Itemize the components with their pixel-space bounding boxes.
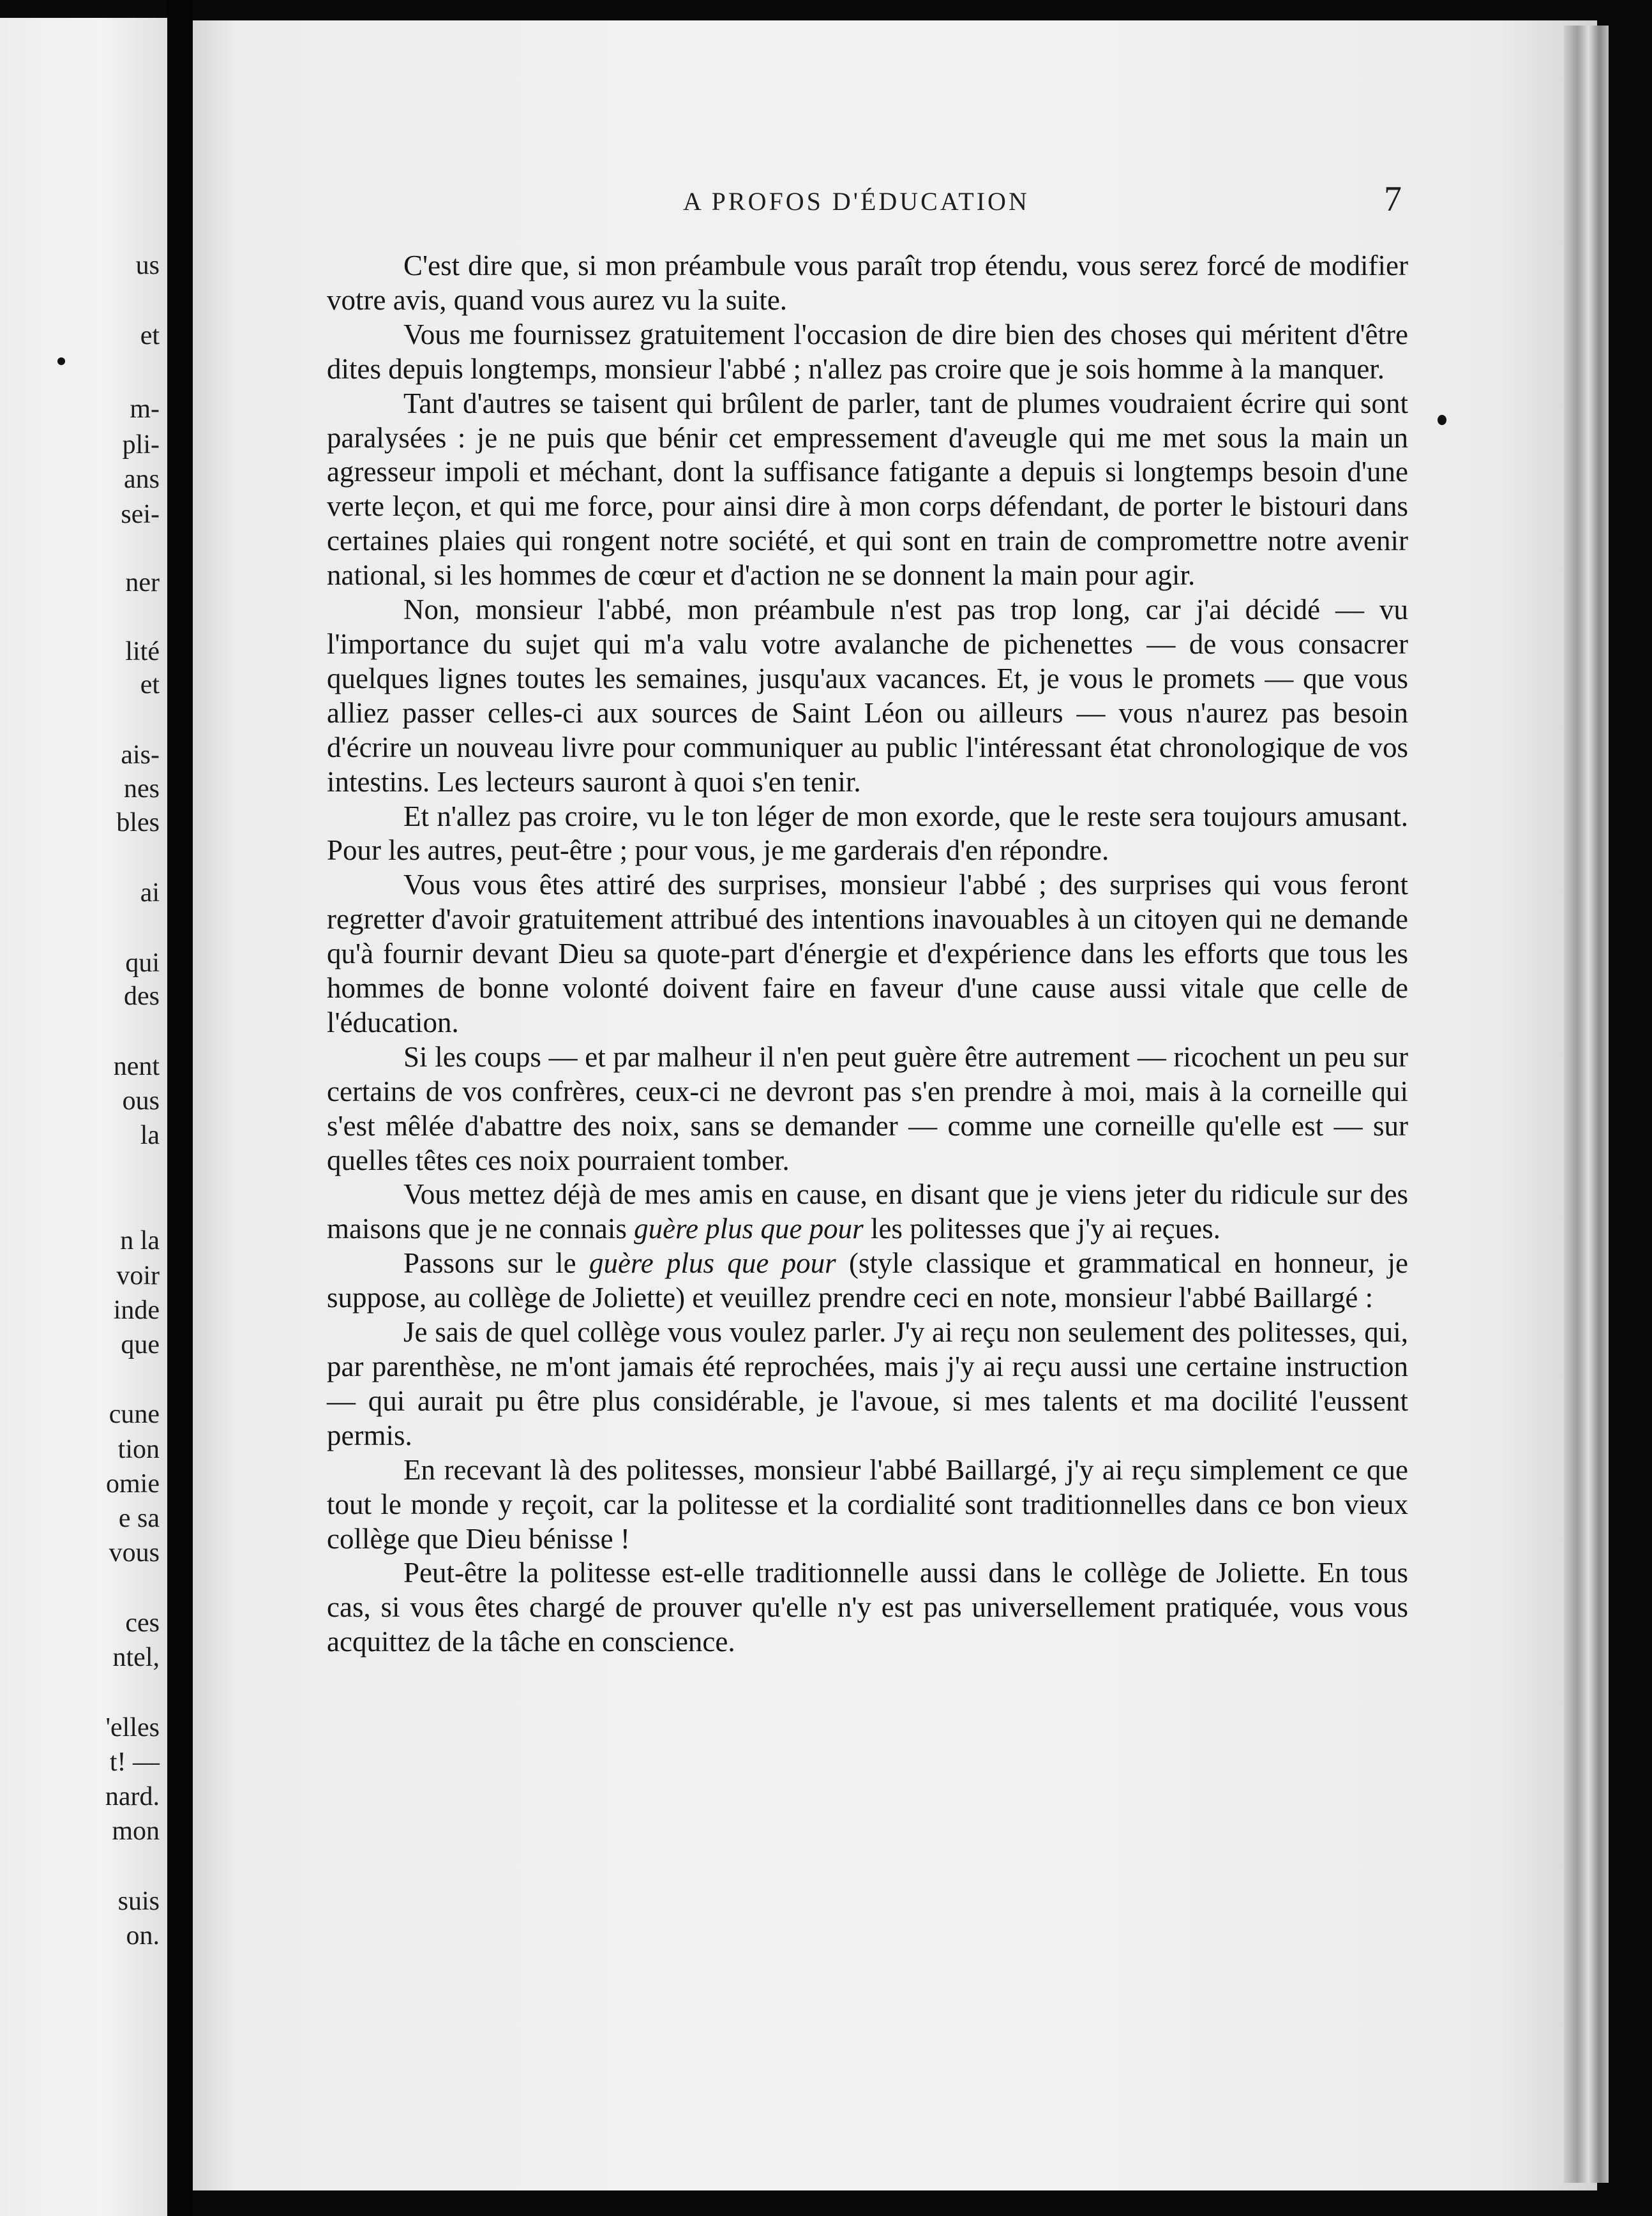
left-page-line: m- [130, 394, 160, 424]
text-run: Passons sur le [403, 1247, 589, 1280]
left-page-line: e sa [118, 1504, 160, 1533]
text-run: Et n'allez pas croire, vu le ton léger de mon exorde, que le reste sera toujours amusant. Pour les autres, peut-être ; pour vous, je me garderais d'en répondre. [327, 800, 1408, 867]
left-page-line: nard. [105, 1782, 160, 1811]
left-page-line: omie [106, 1469, 160, 1499]
left-page-line: t! — [109, 1748, 160, 1777]
left-page-fragment [0, 18, 167, 2216]
paragraph [327, 1246, 1408, 1315]
left-page-line: us [135, 251, 160, 280]
left-page-line: sei- [121, 500, 160, 529]
left-page-line: on. [126, 1921, 160, 1950]
paragraph [327, 1178, 1408, 1246]
body-text [327, 249, 1408, 1659]
paragraph [327, 318, 1408, 387]
text-run: Si les coups — et par malheur il n'en peut guère être autrement — ricochent un peu sur certains de vos confrères, ceux-ci ne devront pas s'en prendre à moi, mais à la corneille qui s'est mêlée d'abattre des noix, sans se demander — comme une corneille qu'elle est — sur quelles têtes ces noix pourraient tomber. [327, 1040, 1408, 1176]
paragraph [327, 1040, 1408, 1178]
left-page-line: ntel, [112, 1643, 160, 1672]
paragraph [327, 249, 1408, 318]
book-gutter [167, 0, 193, 2216]
left-page-line: et [140, 321, 160, 350]
running-head: A PROFOS D'ÉDUCATION [683, 187, 1030, 216]
page-number: 7 [1384, 179, 1402, 219]
italic-text: guère plus que pour [589, 1247, 836, 1280]
text-run: Vous vous êtes attiré des surprises, monsieur l'abbé ; des surprises qui vous feront regretter d'avoir gratuitement attribué des intentions inavouables à un citoyen qui ne demande qu'à fournir devant Dieu sa quote-part d'énergie et d'expérience dans les efforts que tous les hommes de bonne volonté doivent faire en faveur d'une cause aussi vitale que celle de l'éducation. [327, 869, 1408, 1038]
paragraph [327, 1315, 1408, 1453]
text-run: Non, monsieur l'abbé, mon préambule n'est pas trop long, car j'ai décidé — vu l'importance du sujet qui m'a valu votre avalanche de pichenettes — de vous consacrer quelques lignes toutes les semaines, jusqu'aux vacances. Et, je vous le promets — que vous alliez passer celles-ci aux sources de Saint Léon ou ailleurs — vous n'aurez pas besoin d'écrire un nouveau livre pour communiquer au public l'intéressant état chronologique de vos intestins. Les lecteurs sauront à quoi s'en tenir. [327, 594, 1408, 798]
left-page-line: bles [116, 808, 160, 837]
paragraph [327, 1453, 1408, 1557]
left-page-line: et [140, 670, 160, 700]
left-page-line: inde [113, 1296, 160, 1325]
ink-speck [1438, 415, 1446, 425]
left-page-line: suis [117, 1887, 160, 1916]
paragraph [327, 387, 1408, 593]
text-run: (style classique et grammatical en honneur, je suppose, au collège de Joliette) et veuillez prendre ceci en note, monsieur l'abbé Baillargé : [327, 1247, 1409, 1314]
left-page-line: nes [124, 774, 160, 804]
left-page-line: ces [125, 1608, 160, 1638]
left-page-line: ais- [121, 740, 160, 770]
paragraph [327, 800, 1408, 869]
left-page-line: vous [109, 1538, 160, 1568]
text-run: C'est dire que, si mon préambule vous paraît trop étendu, vous serez forcé de modifier votre avis, quand vous aurez vu la suite. [327, 250, 1408, 316]
left-page-line: 'elles [105, 1713, 160, 1742]
left-page-line: ans [124, 465, 160, 494]
left-page-line: qui [125, 948, 160, 978]
left-page-line: la [140, 1121, 160, 1150]
left-page-line: ai [140, 878, 160, 908]
page-edge-stack [1564, 26, 1609, 2183]
text-run: Vous me fournissez gratuitement l'occasion de dire bien des choses qui méritent d'être dites depuis longtemps, monsieur l'abbé ; n'allez pas croire que je sois homme à la manquer. [327, 318, 1408, 385]
text-run: En recevant là des politesses, monsieur l'abbé Baillargé, j'y ai reçu simplement ce que tout le monde y reçoit, car la politesse et la cordialité sont traditionnelles dans ce bon vieux collège que Dieu bénisse ! [327, 1453, 1408, 1555]
left-page-line: pli- [122, 430, 160, 460]
text-run: Vous mettez déjà de mes amis en cause, en disant que je viens jeter du ridicule sur des maisons que je ne connais [327, 1178, 1408, 1245]
left-page-line: ner [125, 568, 160, 597]
left-page-line: nent [113, 1052, 160, 1081]
left-page-line: voir [116, 1261, 160, 1291]
left-page-line: cune [109, 1400, 160, 1429]
left-page-line: n la [120, 1226, 160, 1255]
paragraph [327, 1556, 1408, 1659]
left-page-line: mon [112, 1816, 160, 1846]
text-run: Je sais de quel collège vous voulez parler. J'y ai reçu non seulement des politesses, qui, par parenthèse, ne m'ont jamais été reprochées, mais j'y ai reçu aussi une certaine instruction — qui aurait pu être plus considérable, je l'avoue, si mes talents et ma docilité l'eussent permis. [327, 1316, 1408, 1451]
paragraph [327, 868, 1408, 1040]
text-run: les politesses que j'y ai reçues. [863, 1213, 1220, 1245]
text-run: Tant d'autres se taisent qui brûlent de parler, tant de plumes voudraient écrire qui sont paralysées : je ne puis que bénir cet empressement d'aveugle qui me met sous la main un agresseur impoli et méchant, dont la suffisance fatigante a depuis si longtemps besoin d'une verte leçon, et qui me force, pour ainsi dire à mon corps défendant, de porter le bistouri dans certaines plaies qui rongent notre société, et qui sont en train de compromettre notre avenir national, si les hommes de cœur et d'action ne se donnent la main pour agir. [327, 387, 1408, 592]
text-run: Peut-être la politesse est-elle traditionnelle aussi dans le collège de Joliette. En tous cas, si vous êtes chargé de prouver qu'elle n'y est pas universellement pratiquée, vous vous acquittez de la tâche en conscience. [327, 1557, 1408, 1658]
italic-text: guère plus que pour [634, 1213, 864, 1245]
left-page-line: ous [122, 1086, 160, 1116]
paragraph [327, 593, 1408, 799]
left-page-line: que [121, 1330, 160, 1359]
ink-speck [57, 357, 65, 365]
left-page-line: des [124, 982, 160, 1011]
left-page-line: tion [117, 1435, 160, 1464]
left-page-line: lité [125, 637, 160, 666]
